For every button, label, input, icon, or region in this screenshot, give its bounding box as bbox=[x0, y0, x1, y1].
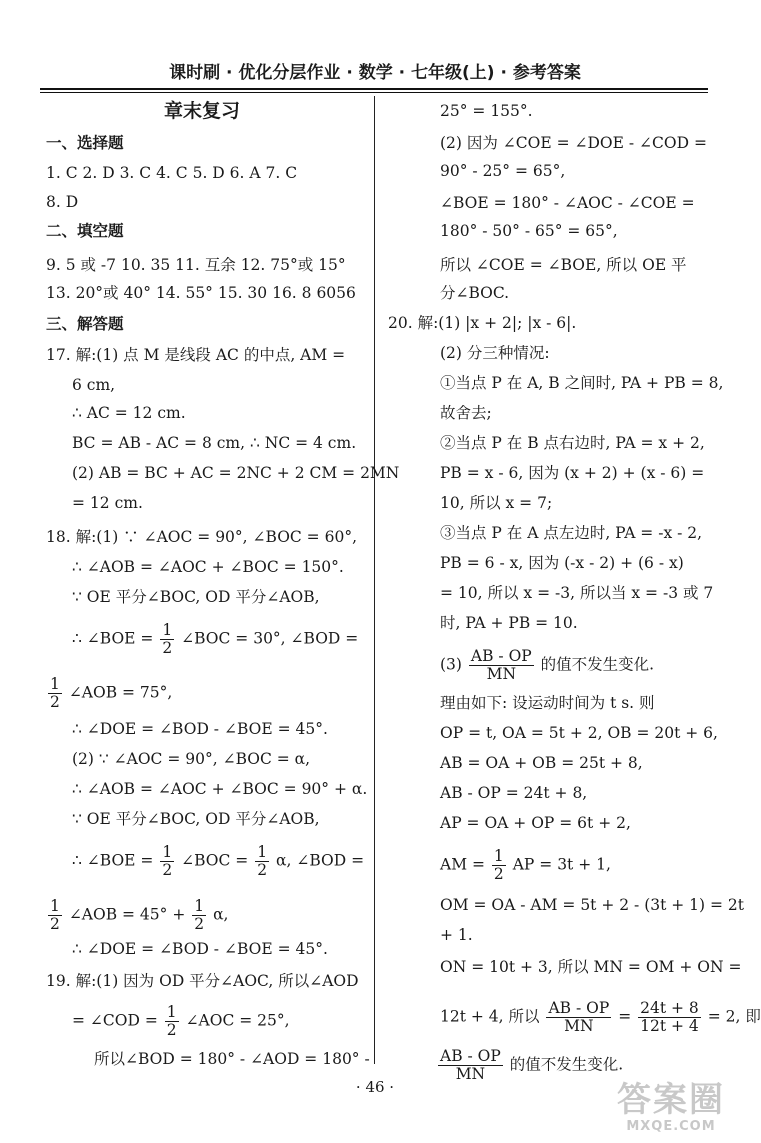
solution-line: ①当点 P 在 A, B 之间时, PA + PB = 8, bbox=[440, 374, 724, 392]
solution-line: OP = t, OA = 5t + 2, OB = 20t + 6, bbox=[440, 724, 718, 742]
solution-text: ∠AOB = 45° + bbox=[68, 905, 186, 924]
fraction bbox=[469, 648, 534, 683]
solution-line: (2) AB = BC + AC = 2NC + 2 CM = 2MN bbox=[72, 464, 400, 482]
solution-text: α, ∠BOD = bbox=[276, 851, 365, 870]
fraction-numerator: 1 bbox=[257, 843, 268, 861]
solution-line: 6 cm, bbox=[72, 376, 116, 394]
solution-text: ∠BOC = bbox=[181, 851, 249, 870]
section-heading: 三、解答题 bbox=[46, 315, 124, 333]
solution-line: 时, PA + PB = 10. bbox=[440, 614, 578, 632]
fraction-denominator: 2 bbox=[194, 915, 205, 933]
solution-line: 18. 解:(1) ∵ ∠AOC = 90°, ∠BOC = 60°, bbox=[46, 528, 357, 546]
fraction bbox=[165, 1004, 179, 1039]
solution-line: OM = OA - AM = 5t + 2 - (3t + 1) = 2t bbox=[440, 896, 745, 914]
fraction-numerator: AB - OP bbox=[470, 647, 532, 665]
solution-line bbox=[46, 676, 172, 711]
solution-text: ∴ ∠BOE = bbox=[72, 851, 154, 870]
fraction bbox=[638, 1000, 701, 1035]
section-heading: 一、选择题 bbox=[46, 134, 124, 152]
solution-line: ∴ ∠DOE = ∠BOD - ∠BOE = 45°. bbox=[72, 940, 328, 958]
solution-text: AM = bbox=[440, 855, 485, 874]
solution-text: ∠BOC = 30°, ∠BOD = bbox=[181, 629, 359, 648]
solution-line: ∵ OE 平分∠BOC, OD 平分∠AOB, bbox=[72, 810, 320, 828]
solution-text: ∠AOC = 25°, bbox=[185, 1011, 290, 1030]
fraction-numerator: AB - OP bbox=[440, 1047, 501, 1065]
solution-text: AP = 3t + 1, bbox=[512, 855, 611, 874]
solution-line: + 1. bbox=[440, 926, 473, 944]
fraction-denominator: 2 bbox=[50, 915, 60, 933]
solution-line: 故舍去; bbox=[440, 404, 492, 422]
page-number: · 46 · bbox=[355, 1078, 395, 1096]
solution-line: 90° - 25° = 65°, bbox=[440, 162, 566, 180]
fraction-numerator: AB - OP bbox=[548, 999, 610, 1017]
solution-line: ∠BOE = 180° - ∠AOC - ∠COE = bbox=[440, 194, 695, 212]
fraction bbox=[160, 622, 174, 657]
solution-line: ∴ AC = 12 cm. bbox=[72, 404, 186, 422]
solution-line bbox=[440, 648, 654, 683]
solution-line: 所以 ∠COE = ∠BOE, 所以 OE 平 bbox=[440, 256, 687, 274]
solution-line: = 12 cm. bbox=[72, 494, 143, 512]
fraction bbox=[255, 844, 269, 879]
watermark-logo bbox=[606, 1081, 736, 1139]
solution-line: ③当点 P 在 A 点左边时, PA = -x - 2, bbox=[440, 524, 703, 542]
fraction-denominator: 2 bbox=[493, 865, 504, 883]
solution-text: ∴ ∠BOE = bbox=[72, 629, 154, 648]
answer-line: 9. 5 或 -7 10. 35 11. 互余 12. 75°或 15° bbox=[46, 256, 346, 274]
watermark-text: 答案圈 bbox=[617, 1080, 725, 1120]
solution-line: ∵ OE 平分∠BOC, OD 平分∠AOB, bbox=[72, 588, 320, 606]
solution-line: 25° = 155°. bbox=[440, 102, 533, 120]
fraction-denominator: 2 bbox=[257, 861, 268, 879]
solution-line bbox=[72, 622, 358, 657]
solution-line bbox=[72, 844, 364, 879]
header-rule-thin bbox=[40, 92, 708, 93]
solution-line bbox=[72, 1004, 290, 1039]
fraction-numerator: 1 bbox=[162, 843, 173, 861]
solution-line: PB = x - 6, 因为 (x + 2) + (x - 6) = bbox=[440, 464, 705, 482]
solution-line: (2) ∵ ∠AOC = 90°, ∠BOC = α, bbox=[72, 750, 311, 768]
solution-line: ∴ ∠AOB = ∠AOC + ∠BOC = 150°. bbox=[72, 558, 344, 576]
answer-line: 1. C 2. D 3. C 4. C 5. D 6. A 7. C bbox=[46, 164, 298, 182]
fraction bbox=[48, 676, 62, 711]
solution-line: 180° - 50° - 65° = 65°, bbox=[440, 222, 618, 240]
fraction bbox=[160, 844, 174, 879]
fraction bbox=[192, 898, 206, 933]
fraction-numerator: 1 bbox=[50, 675, 60, 693]
fraction-numerator: 1 bbox=[166, 1003, 177, 1021]
solution-text: 的值不发生变化. bbox=[509, 1055, 624, 1074]
page-header: 课时刷 · 优化分层作业 · 数学 · 七年级(上) · 参考答案 bbox=[169, 63, 581, 83]
solution-line: = 10, 所以 x = -3, 所以当 x = -3 或 7 bbox=[440, 584, 714, 602]
fraction-numerator: 1 bbox=[194, 897, 205, 915]
fraction bbox=[48, 898, 62, 933]
answer-line: 13. 20°或 40° 14. 55° 15. 30 16. 8 6056 bbox=[46, 284, 356, 302]
solution-line: AB - OP = 24t + 8, bbox=[440, 784, 588, 802]
solution-line bbox=[440, 1000, 761, 1035]
solution-line: PB = 6 - x, 因为 (-x - 2) + (6 - x) bbox=[440, 554, 684, 572]
solution-line: AB = OA + OB = 25t + 8, bbox=[440, 754, 643, 772]
fraction bbox=[492, 848, 506, 883]
solution-line: ON = 10t + 3, 所以 MN = OM + ON = bbox=[440, 958, 742, 976]
solution-line: 10, 所以 x = 7; bbox=[440, 494, 553, 512]
fraction-denominator: 2 bbox=[162, 639, 173, 657]
chapter-title: 章末复习 bbox=[164, 100, 241, 122]
fraction-numerator: 1 bbox=[493, 847, 504, 865]
solution-line: ∴ ∠AOB = ∠AOC + ∠BOC = 90° + α. bbox=[72, 780, 368, 798]
solution-line: BC = AB - AC = 8 cm, ∴ NC = 4 cm. bbox=[72, 434, 357, 452]
fraction-numerator: 24t + 8 bbox=[640, 999, 699, 1017]
fraction-denominator: 2 bbox=[162, 861, 173, 879]
solution-line bbox=[46, 898, 228, 933]
solution-line: 分∠BOC. bbox=[440, 284, 510, 302]
fraction-denominator: MN bbox=[564, 1017, 594, 1035]
fraction-denominator: MN bbox=[486, 665, 517, 683]
fraction-denominator: 12t + 4 bbox=[640, 1017, 699, 1035]
header-rule bbox=[40, 88, 708, 90]
solution-line: 17. 解:(1) 点 M 是线段 AC 的中点, AM = bbox=[46, 346, 346, 364]
fraction-denominator: 2 bbox=[166, 1021, 177, 1039]
fraction bbox=[546, 1000, 611, 1035]
solution-line: (2) 分三种情况: bbox=[440, 344, 550, 362]
solution-text: (3) bbox=[440, 655, 462, 674]
fraction-denominator: 2 bbox=[50, 693, 60, 711]
watermark-url: MXQE.COM bbox=[626, 1119, 716, 1134]
solution-line: 所以∠BOD = 180° - ∠AOD = 180° - bbox=[94, 1050, 370, 1068]
solution-text: 的值不发生变化. bbox=[540, 655, 655, 674]
solution-text: = 2, 即 bbox=[707, 1007, 761, 1026]
fraction-numerator: 1 bbox=[162, 621, 173, 639]
column-divider bbox=[374, 96, 375, 1064]
solution-text: ∠AOB = 75°, bbox=[68, 683, 173, 702]
solution-line: ∴ ∠DOE = ∠BOD - ∠BOE = 45°. bbox=[72, 720, 328, 738]
solution-text: α, bbox=[213, 905, 229, 924]
solution-text: = bbox=[618, 1007, 632, 1026]
solution-line: AP = OA + OP = 6t + 2, bbox=[440, 814, 631, 832]
solution-line: 理由如下: 设运动时间为 t s. 则 bbox=[440, 694, 655, 712]
answer-line: 8. D bbox=[46, 193, 79, 211]
solution-line: (2) 因为 ∠COE = ∠DOE - ∠COD = bbox=[440, 134, 707, 152]
fraction-numerator: 1 bbox=[50, 897, 60, 915]
solution-text: 12t + 4, 所以 bbox=[440, 1007, 540, 1026]
solution-line: ②当点 P 在 B 点右边时, PA = x + 2, bbox=[440, 434, 705, 452]
section-heading: 二、填空题 bbox=[46, 222, 124, 240]
solution-line bbox=[440, 848, 611, 883]
solution-line: 20. 解:(1) |x + 2|; |x - 6|. bbox=[388, 314, 577, 332]
fraction-denominator: MN bbox=[455, 1065, 486, 1083]
solution-text: = ∠COD = bbox=[72, 1011, 158, 1030]
solution-line: 19. 解:(1) 因为 OD 平分∠AOC, 所以∠AOD bbox=[46, 972, 359, 990]
